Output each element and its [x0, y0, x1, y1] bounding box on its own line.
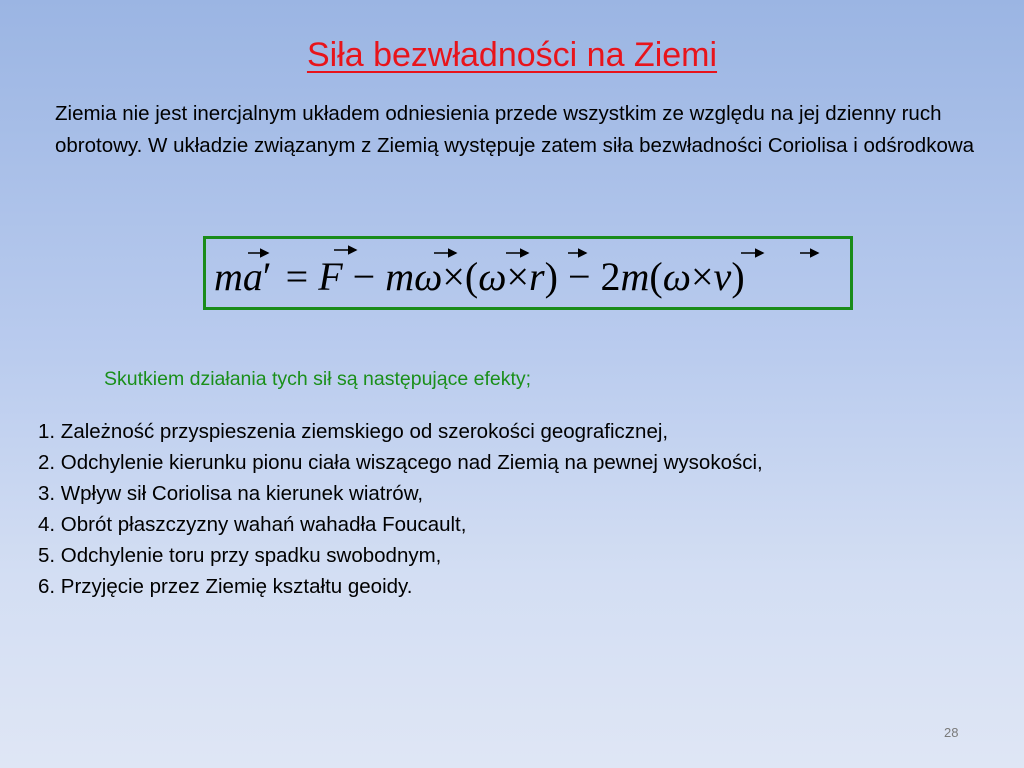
- effects-list: [38, 416, 998, 602]
- formula-box: [203, 236, 853, 310]
- effects-heading: Skutkiem działania tych sił są następujące efekty;: [104, 368, 532, 390]
- intro-paragraph: Ziemia nie jest inercjalnym układem odniesienia przede wszystkim ze względu na jej dzienny ruch obrotowy. W układzie związanym z Ziemią występuje zatem siła bezwładności Coriolisa i odśrodkowa: [55, 102, 975, 157]
- slide-title: Siła bezwładności na Ziemi: [306, 36, 718, 74]
- list-item: 1. Zależność przyspieszenia ziemskiego od szerokości geograficznej,: [38, 420, 669, 443]
- list-item: 6. Przyjęcie przez Ziemię kształtu geoidy.: [38, 575, 413, 598]
- list-item: 3. Wpływ sił Coriolisa na kierunek wiatrów,: [38, 482, 424, 505]
- page-number: 28: [944, 725, 959, 740]
- list-item: 5. Odchylenie toru przy spadku swobodnym,: [38, 544, 442, 567]
- list-item: 2. Odchylenie kierunku pionu ciała wiszącego nad Ziemią na pewnej wysokości,: [38, 451, 763, 474]
- formula-text: ma′ = F − mω×(ω×r) − 2m(ω×v): [214, 254, 745, 299]
- vector-arrows: [248, 250, 818, 253]
- formula-equation: [206, 239, 850, 307]
- list-item: 4. Obrót płaszczyzny wahań wahadła Foucault,: [38, 513, 467, 536]
